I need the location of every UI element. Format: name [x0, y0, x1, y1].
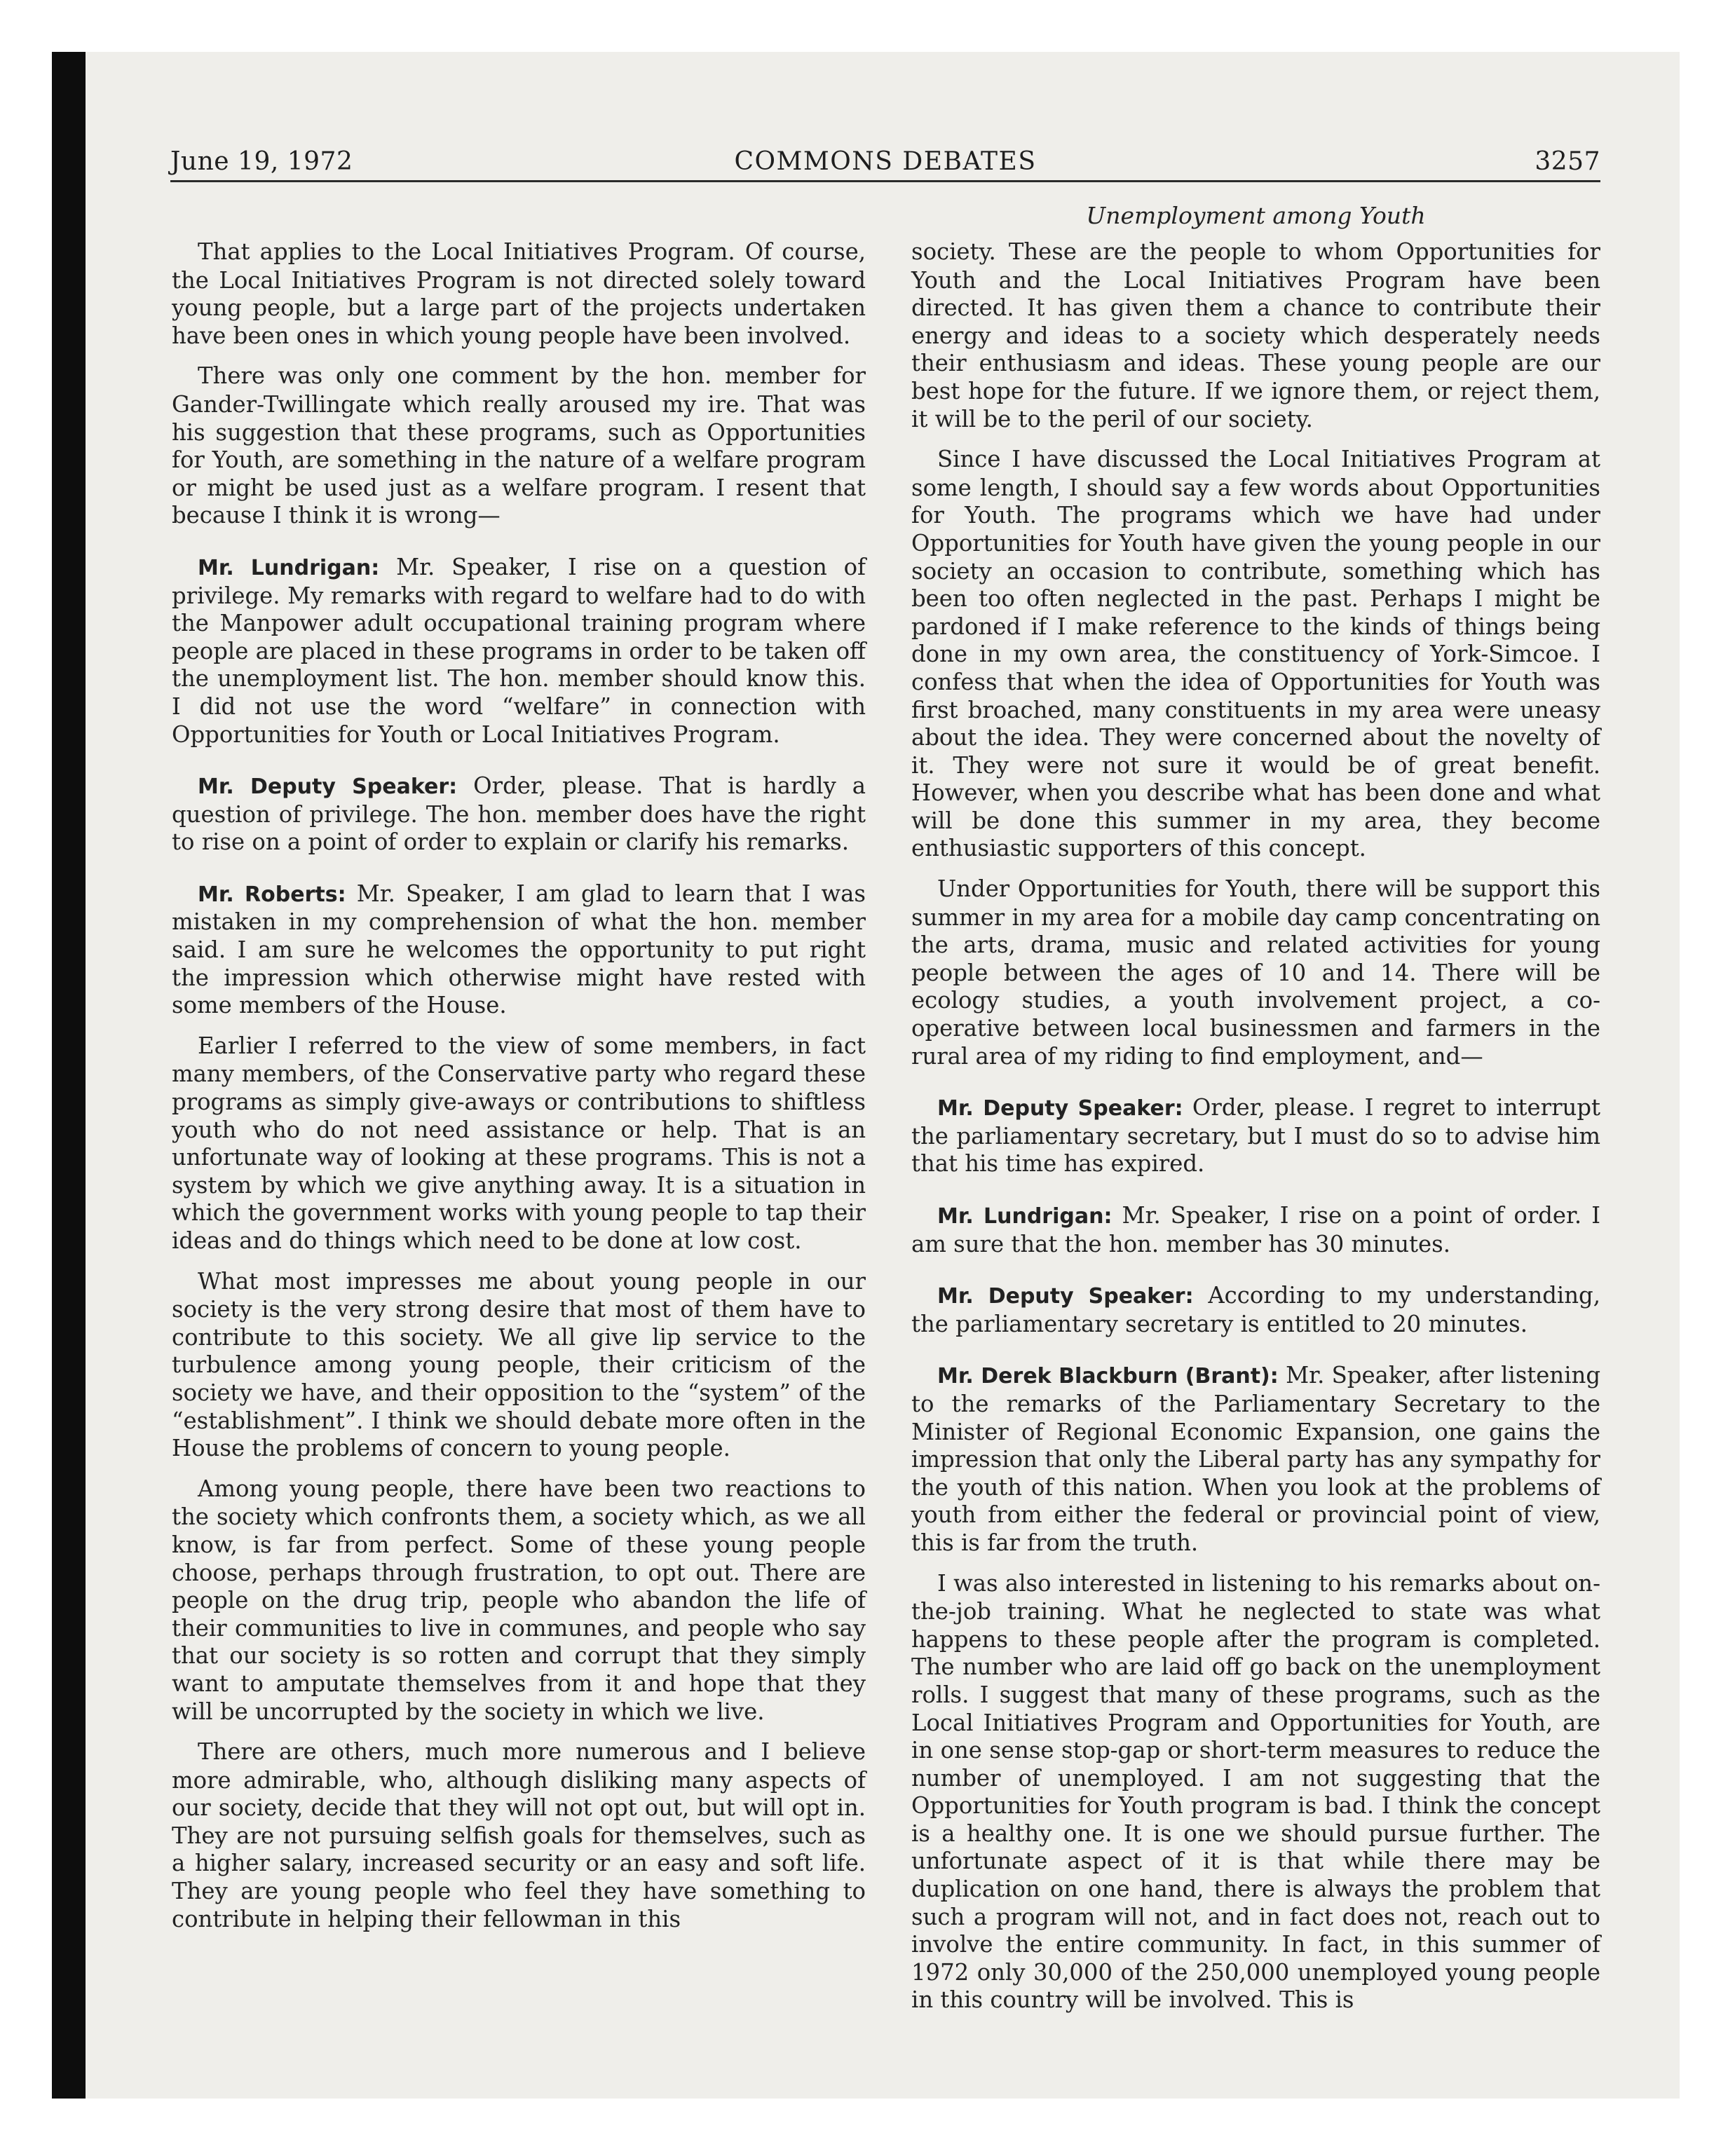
paragraph [911, 1570, 1600, 2015]
paragraph-text: That applies to the Local Initiatives Program. Of course, the Local Initiatives Program is not directed solely toward young people, but a large part of the projects undertaken have been ones in which young people have been involved. [172, 238, 866, 349]
running-head: Unemployment among Youth [1086, 202, 1426, 229]
paragraph-text: society. These are the people to whom Opportunities for Youth and the Local Initiatives Program have been directed. It has given them a chance to contribute their energy and ideas to a society which desperately needs their enthusiasm and ideas. These young people are our best hope for the future. If we ignore them, or reject them, it will be to the peril of our society. [911, 238, 1600, 432]
paragraph-text: Mr. Speaker, I am glad to learn that I was mistaken in my comprehension of what the hon. member said. I am sure he welcomes the opportunity to put right the impression which otherwise might have rested with some members of the House. [172, 880, 866, 1019]
speaker-name: Mr. Deputy Speaker: [198, 775, 458, 800]
speaker-name: Mr. Lundrigan: [937, 1204, 1113, 1229]
speaker-name: Mr. Lundrigan: [198, 555, 380, 580]
paragraph-text: Mr. Speaker, after listening to the remarks of the Parliamentary Secretary to the Minister of Regional Economic Expansion, one gains the impression that only the Liberal party has any sympathy for the youth of this nation. When you look at the problems of youth from either the federal or provincial point of view, this is far from the truth. [911, 1362, 1600, 1556]
paragraph [911, 446, 1600, 863]
paragraph [172, 362, 866, 530]
speaker-name: Mr. Derek Blackburn (Brant): [937, 1364, 1279, 1389]
paragraph [172, 238, 866, 350]
paragraph-text: According to my understanding, the parliamentary secretary is entitled to 20 minutes. [911, 1282, 1600, 1337]
speech-paragraph [911, 1094, 1600, 1178]
header-date: June 19, 1972 [170, 147, 353, 176]
paragraph-text: Under Opportunities for Youth, there will be support this summer in my area for a mobile day camp concentrating on the arts, drama, music and related activities for young people between the ages of 10 and 14. There will be ecology studies, a youth involvement project, a co-operative between local businessmen and farmers in the rural area of my riding to find employment, and— [911, 875, 1600, 1070]
right-column [911, 238, 1600, 2027]
paragraph [911, 875, 1600, 1070]
paragraph-text: Mr. Speaker, I rise on a question of privilege. My remarks with regard to welfare had to do with the Manpower adult occupational training program where people are placed in these programs in order to be taken off the unemployment list. The hon. member should know this. I did not use the word “welfare” in connection with Opportunities for Youth or Local Initiatives Program. [172, 553, 866, 748]
paragraph-text: There are others, much more numerous and I believe more admirable, who, although disliking many aspects of our society, decide that they will not opt out, but will opt in. They are not pursuing selfish goals for themselves, such as a higher salary, increased security or an easy and soft life. They are young people who feel they have something to contribute in helping their fellowman in this [172, 1738, 866, 1932]
paragraph [172, 1738, 866, 1933]
speech-paragraph [172, 554, 866, 749]
paragraph-text: Order, please. I regret to interrupt the parliamentary secretary, but I must do so to advise him that his time has expired. [911, 1094, 1600, 1178]
paragraph-text: Among young people, there have been two reactions to the society which confronts them, a society which, as we all know, is far from perfect. Some of these young people choose, perhaps through frustration, to opt out. There are people on the drug trip, people who abandon the life of their communities to live in communes, and people who say that our society is so rotten and corrupt that they simply want to amputate themselves from it and hope that they will be uncorrupted by the society in which we live. [172, 1475, 866, 1725]
page-header [170, 144, 1600, 182]
speech-paragraph [911, 1282, 1600, 1338]
binding-edge [52, 52, 86, 2099]
paragraph-text: Earlier I referred to the view of some members, in fact many members, of the Conservative party who regard these programs as simply give-aways or contributions to shiftless youth who do not need assistance or help. That is an unfortunate way of looking at these programs. This is not a system by which we give anything away. It is a situation in which the government works with young people to tap their ideas and do things which need to be done at low cost. [172, 1032, 866, 1254]
paragraph-text: What most impresses me about young people in our society is the very strong desire that most of them have to contribute to this society. We all give lip service to the turbulence among young people, their criticism of the society we have, and their opposition to the “system” of the “establishment”. I think we should debate more often in the House the problems of concern to young people. [172, 1267, 866, 1462]
header-title: COMMONS DEBATES [734, 147, 1037, 176]
speaker-name: Mr. Deputy Speaker: [937, 1284, 1194, 1309]
paragraph [172, 1268, 866, 1463]
speech-paragraph [172, 772, 866, 857]
speech-paragraph [911, 1202, 1600, 1258]
speech-paragraph [911, 1362, 1600, 1557]
paragraph-text: There was only one comment by the hon. member for Gander-Twillingate which really aroused my ire. That was his suggestion that these programs, such as Opportunities for Youth, are something in the nature of a welfare program or might be used just as a welfare program. I resent that because I think it is wrong— [172, 362, 866, 529]
paragraph-text: Mr. Speaker, I rise on a point of order. I am sure that the hon. member has 30 minutes. [911, 1202, 1600, 1257]
left-column [172, 238, 866, 1946]
paragraph [172, 1475, 866, 1726]
paragraph-text: Order, please. That is hardly a question of privilege. The hon. member does have the right to rise on a point of order to explain or clarify his remarks. [172, 772, 866, 856]
paragraph-continued [911, 238, 1600, 433]
page-number: 3257 [1535, 147, 1600, 176]
paragraph [172, 1032, 866, 1255]
paragraph-text: I was also interested in listening to his remarks about on-the-job training. What he neglected to state was what happens to these people after the program is completed. The number who are laid off go back on the unemployment rolls. I suggest that many of these programs, such as the Local Initiatives Program and Opportunities for Youth, are in one sense stop-gap or short-term measures to reduce the number of unemployed. I am not suggesting that the Opportunities for Youth program is bad. I think the concept is a healthy one. It is one we should pursue further. The unfortunate aspect of it is that while there may be duplication on one hand, there is always the problem that such a program will not, and in fact does not, reach out to involve the entire community. In fact, in this summer of 1972 only 30,000 of the 250,000 unemployed young people in this country will be involved. This is [911, 1569, 1600, 2014]
speaker-name: Mr. Roberts: [198, 882, 346, 907]
speaker-name: Mr. Deputy Speaker: [937, 1096, 1183, 1121]
speech-paragraph [172, 880, 866, 1020]
paragraph-text: Since I have discussed the Local Initiatives Program at some length, I should say a few words about Opportunities for Youth. The programs which we have had under Opportunities for Youth have given the young people in our society an occasion to contribute, something which has been too often neglected in the past. Perhaps I might be pardoned if I make reference to the kinds of things being done in my own area, the constituency of York-Simcoe. I confess that when the idea of Opportunities for Youth was first broached, many constituents in my area were uneasy about the idea. They were concerned about the novelty of it. They were not sure it would be of great benefit. However, when you describe what has been done and what will be done this summer in my area, they become enthusiastic supporters of this concept. [911, 446, 1600, 862]
